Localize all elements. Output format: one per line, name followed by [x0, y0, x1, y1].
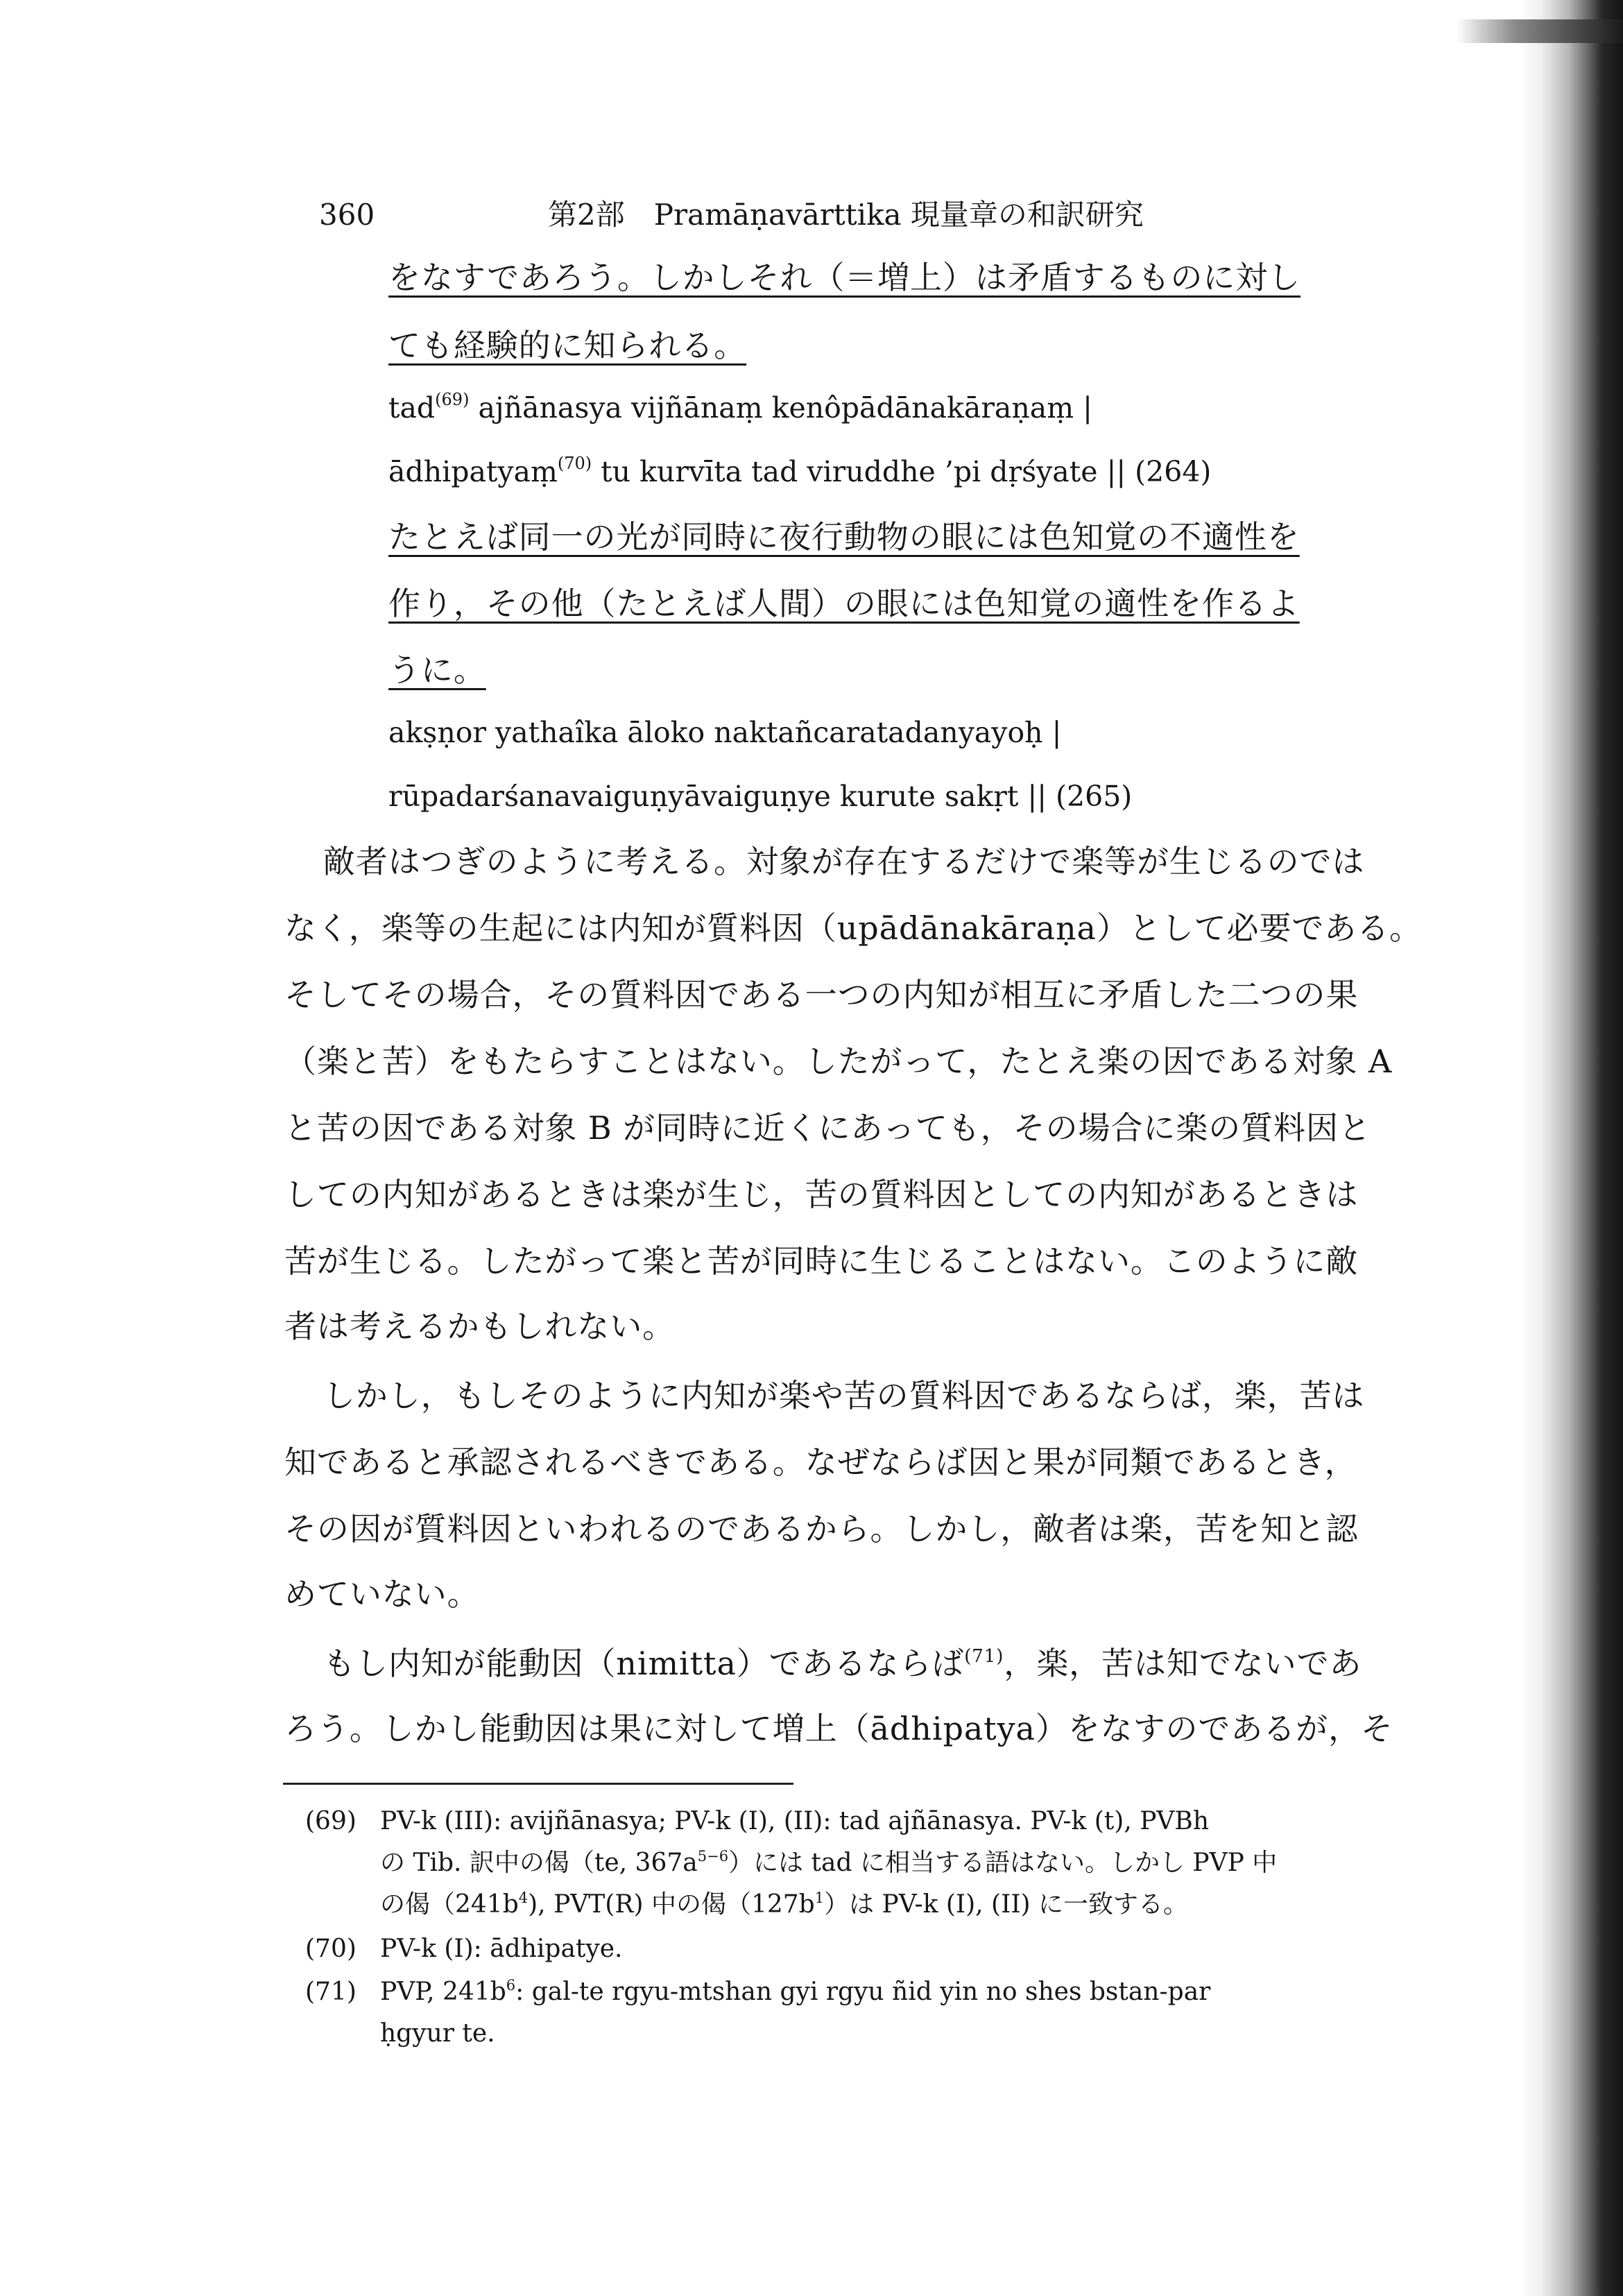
verse-text: tad [388, 391, 436, 425]
page-header [319, 194, 1429, 236]
translation-line: をなすであろう。しかしそれ（＝増上）は矛盾するものに対し [388, 259, 1301, 296]
translation-line: 作り，その他（たとえば人間）の眼には色知覚の適性を作るよ [388, 585, 1300, 622]
body-text-line: 敵者はつぎのように考える。対象が存在するだけで楽等が生じるのでは [323, 843, 1365, 880]
translation-line: うに。 [388, 651, 486, 689]
footnote-number: (70) [305, 1935, 357, 1963]
footnote-text: ）は PV-k (I), (II) に一致する。 [824, 1890, 1189, 1919]
running-head: 第2部 Pramāṇavārttika 現量章の和訳研究 [548, 198, 1144, 232]
footnote-superscript: 6 [506, 1977, 516, 1994]
footnote-ref: (69) [435, 390, 470, 409]
binding-shadow-top [1457, 19, 1623, 43]
verse-text: ajñānasya vijñānaṃ kenôpādānakāraṇaṃ | [469, 391, 1092, 425]
body-text-line: その因が質料因といわれるのであるから。しかし，敵者は楽，苦を知と認 [284, 1510, 1359, 1548]
body-text: もし内知が能動因（nimitta）であるならば [323, 1645, 965, 1682]
footnote-71 [305, 1974, 1210, 2010]
sanskrit-verse-line [388, 386, 1092, 430]
footnote-superscript: 5−6 [697, 1848, 729, 1865]
sanskrit-verse-line: rūpadarśanavaiguṇyāvaiguṇye kurute sakṛt || (265) [388, 780, 1133, 813]
body-text-line: しかし，もしそのように内知が楽や苦の質料因であるならば，楽，苦は [323, 1377, 1365, 1414]
sanskrit-verse-line: akṣṇor yathaîka āloko naktañcaratadanyayoḥ | [388, 716, 1062, 749]
verse-text: tu kurvīta tad viruddhe ’pi dṛśyate || (264) [592, 455, 1212, 488]
body-text: ，楽，苦は知でないであ [1004, 1645, 1362, 1682]
footnote-text: PVP, 241b [380, 1978, 506, 2006]
footnote-text: ), PVT(R) 中の偈（127b [528, 1890, 815, 1919]
body-text-line: そしてその場合，その質料因である一つの内知が相互に矛盾した二つの果 [284, 976, 1359, 1013]
footnote-text: の Tib. 訳中の偈（te, 367a [380, 1849, 698, 1877]
footnote-69 [305, 1804, 1209, 1840]
footnote-ref: (70) [557, 454, 592, 473]
body-text-line: めていない。 [284, 1575, 480, 1613]
body-text-line: しての内知があるときは楽が生じ，苦の質料因としての内知があるときは [284, 1176, 1359, 1213]
footnote-number: (71) [305, 1978, 357, 2006]
footnote-70 [305, 1931, 623, 1967]
body-text-line: なく，楽等の生起には内知が質料因（upādānakāraṇa）として必要である。 [284, 909, 1423, 947]
body-text-line: 苦が生じる。したがって楽と苦が同時に生じることはない。このように敵 [284, 1242, 1359, 1280]
body-text-line [323, 1641, 1362, 1686]
footnote-superscript: 4 [518, 1890, 529, 1906]
sanskrit-verse-line [388, 449, 1211, 494]
body-text-line: と苦の因である対象 B が同時に近くにあっても，その場合に楽の質料因と [284, 1109, 1371, 1147]
footnote-text: : gal-te rgyu-mtshan gyi rgyu ñid yin no shes bstan-par [515, 1978, 1211, 2006]
body-text-line: 知であると承認されるべきである。なぜならば因と果が同類であるとき， [284, 1443, 1357, 1481]
footnote-69-cont [380, 1845, 1277, 1881]
body-text-line: ろう。しかし能動因は果に対して増上（ādhipatya）をなすのであるが，そ [284, 1710, 1393, 1747]
footnote-69-cont [380, 1887, 1188, 1923]
footnote-text: ）には tad に相当する語はない。しかし PVP 中 [728, 1849, 1278, 1877]
translation-line: ても経験的に知られる。 [388, 327, 747, 364]
footnote-71-cont: ḥgyur te. [380, 2019, 495, 2048]
footnote-text: PV-k (III): avijñānasya; PV-k (I), (II): tad ajñānasya. PV-k (t), PVBh [380, 1807, 1210, 1835]
footnote-ref: (71) [964, 1646, 1004, 1667]
page-number: 360 [319, 198, 375, 232]
verse-text: ādhipatyaṃ [388, 455, 558, 488]
body-text-line: 者は考えるかもしれない。 [284, 1308, 676, 1345]
footnote-text: の偈（241b [380, 1890, 519, 1919]
translation-line: たとえば同一の光が同時に夜行動物の眼には色知覚の不適性を [388, 518, 1300, 556]
body-text-line: （楽と苦）をもたらすことはない。したがって，たとえ楽の因である対象 A [284, 1043, 1393, 1080]
binding-shadow [1519, 0, 1623, 2296]
footnote-text: PV-k (I): ādhipatye. [380, 1935, 623, 1963]
footnote-rule [283, 1783, 793, 1785]
footnote-superscript: 1 [814, 1890, 825, 1906]
footnote-number: (69) [305, 1807, 357, 1835]
